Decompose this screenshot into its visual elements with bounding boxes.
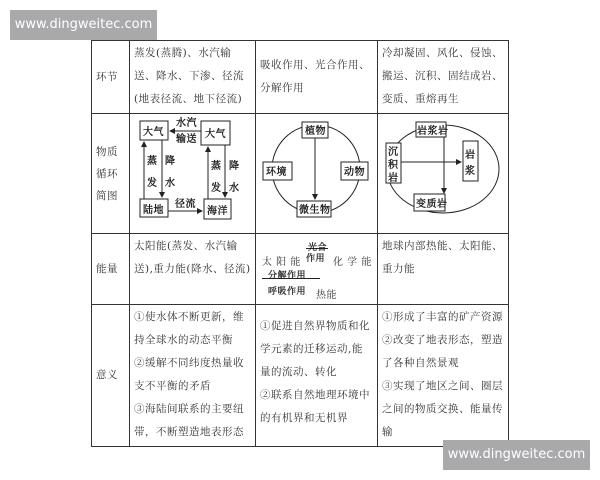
sig-item: ①促进自然界物质和化学元素的迁移运动,能量的流动、转化 xyxy=(260,320,370,378)
cell-bio-sig xyxy=(256,305,378,447)
row-header: 物质循环简图 xyxy=(92,114,130,234)
watermark-bottom: www.dingweitec.com xyxy=(443,440,590,470)
environment-box: 环境 xyxy=(266,167,287,178)
photo-label: 作用 xyxy=(306,254,326,264)
animal-box: 动物 xyxy=(344,167,365,178)
evap-label: 发 xyxy=(147,178,158,189)
precip-label: 降 xyxy=(229,161,240,172)
row-header: 意义 xyxy=(92,305,130,447)
row-header: 能量 xyxy=(92,234,130,305)
precip-label: 降 xyxy=(165,156,176,167)
evap-label: 发 xyxy=(211,183,222,194)
evap-label: 蒸 xyxy=(147,156,158,167)
chem-label: 化 学 能 xyxy=(333,257,372,268)
row-header: 环节 xyxy=(92,41,130,114)
watermark-top: www.dingweitec.com xyxy=(10,10,157,40)
cell-water-sig xyxy=(130,305,256,447)
sig-item: ①使水体不断更新，维持全球水的动态平衡 xyxy=(134,311,244,346)
heat-label: 热能 xyxy=(316,290,337,301)
metamorphic-box: 变质岩 xyxy=(416,199,448,210)
sig-item: ②联系自然地理环境中的有机界和无机界 xyxy=(260,389,370,424)
runoff-label: 径流 xyxy=(175,199,196,210)
photo-label: 光合 xyxy=(308,243,328,253)
igneous-box: 岩浆岩 xyxy=(417,126,449,137)
atm-left: 大气 xyxy=(143,127,164,138)
transport-label: 水汽 xyxy=(176,118,197,129)
cell-water-energy: 太阳能(蒸发、水汽输送),重力能(降水、径流) xyxy=(130,234,256,305)
cell-rock: 冷却凝固、风化、侵蚀、搬运、沉积、固结成岩、变质、重熔再生 xyxy=(378,41,509,114)
ocean-box: 海洋 xyxy=(207,206,228,217)
evap-label: 蒸 xyxy=(211,161,222,172)
sig-item: ③海陆间联系的主要纽带，不断塑造地表形态 xyxy=(134,403,244,438)
magma-box: 岩 xyxy=(465,150,476,161)
geo-cycles-table xyxy=(91,40,509,447)
resp-label: 呼吸作用 xyxy=(268,287,307,297)
precip-label: 水 xyxy=(165,178,176,189)
sig-item: ②缓解不同纬度热量收支不平衡的矛盾 xyxy=(134,357,244,392)
solar-label: 太 阳 能 xyxy=(262,257,301,268)
sedimentary-box: 积 xyxy=(388,160,399,171)
precip-label: 水 xyxy=(229,183,240,194)
row-diagrams xyxy=(92,114,509,234)
cell-rock-sig xyxy=(378,305,509,447)
cell-rock-energy: 地球内部热能、太阳能、重力能 xyxy=(378,234,509,305)
land-box: 陆地 xyxy=(143,205,164,216)
decomp-label: 分解作用 xyxy=(268,271,307,281)
water-cycle-diagram xyxy=(130,114,256,234)
sig-item: ①形成了丰富的矿产资源 xyxy=(382,311,503,323)
plant-box: 植物 xyxy=(305,126,326,137)
row-links xyxy=(92,41,509,114)
transport-label: 输送 xyxy=(176,134,197,145)
cell-water: 蒸发(蒸腾)、水汽输送、降水、下渗、径流(地表径流、地下径流) xyxy=(130,41,256,114)
magma-box: 浆 xyxy=(465,166,476,177)
atm-right: 大气 xyxy=(205,129,226,140)
microbe-box: 微生物 xyxy=(299,205,331,216)
sedimentary-box: 沉 xyxy=(388,147,399,158)
bio-cycle-diagram xyxy=(256,114,378,234)
row-energy xyxy=(92,234,509,305)
cell-bio: 吸收作用、光合作用、分解作用 xyxy=(256,41,378,114)
rock-cycle-diagram xyxy=(378,114,509,234)
sig-item: ②改变了地表形态，塑造了各种自然景观 xyxy=(382,334,503,369)
sedimentary-box: 岩 xyxy=(388,173,399,184)
cell-bio-energy xyxy=(256,234,378,305)
row-significance xyxy=(92,305,509,447)
sig-item: ③实现了地区之间、圈层之间的物质交换、能量传输 xyxy=(382,380,503,438)
